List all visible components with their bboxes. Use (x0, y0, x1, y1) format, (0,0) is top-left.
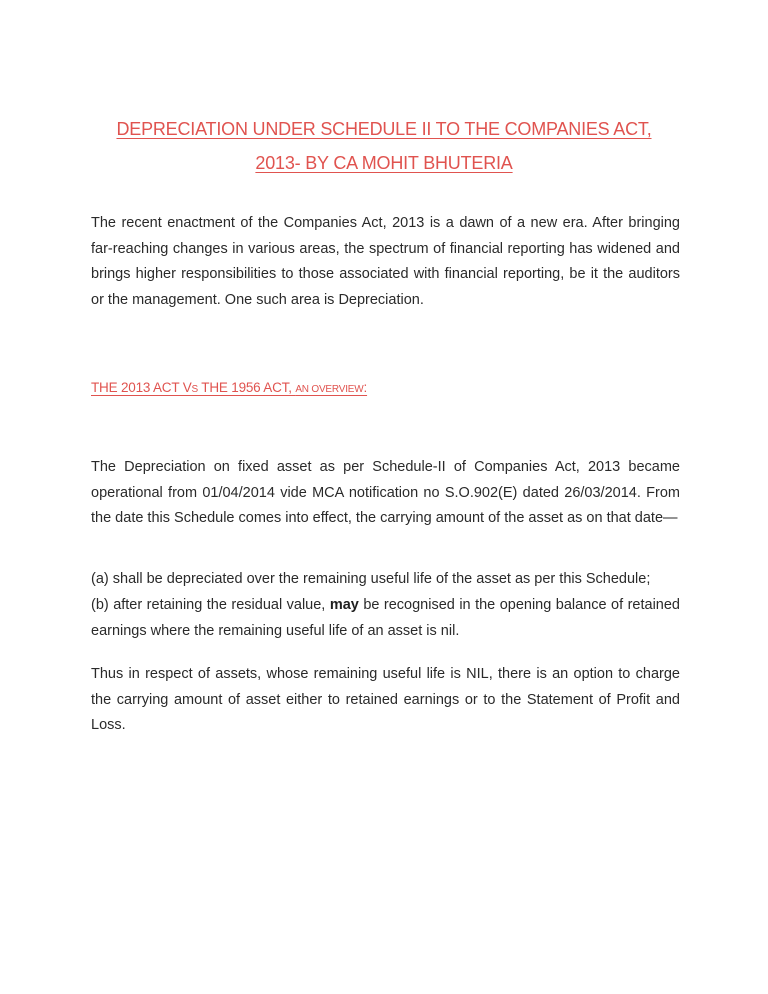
section-heading-part1: THE 2013 ACT V (91, 380, 192, 395)
list-item-a: (a) shall be depreciated over the remaining useful life of the asset as per this Schedule; (91, 571, 651, 587)
list-item-b-text-before: (b) after retaining the residual value, (91, 597, 330, 613)
list-item-b-bold: may (329, 597, 359, 613)
list-item-b (91, 593, 680, 644)
document-title (80, 112, 688, 180)
section-heading-part3-small: AN OVERVIEW (295, 384, 364, 395)
section-heading-part2: THE 1956 ACT, (198, 380, 296, 395)
section-heading (91, 378, 367, 400)
section-heading-part4: : (363, 380, 368, 395)
conclusion-paragraph: Thus in respect of assets, whose remaining useful life is NIL, there is an option to charge the carrying amount of asset either to retained earnings or to the Statement of Profit and Loss. (91, 666, 680, 733)
section-heading-part1-small: S (191, 384, 198, 395)
title-line-2: 2013- BY CA MOHIT BHUTERIA (255, 153, 513, 173)
title-line-1: DEPRECIATION UNDER SCHEDULE II TO THE COMPANIES ACT, (116, 119, 652, 139)
body-paragraph: The Depreciation on fixed asset as per Schedule-II of Companies Act, 2013 became operational from 01/04/2014 vide MCA notification no S.O.902(E) dated 26/03/2014. From the date this Schedule comes into effect, the carrying amount of the asset as on that date— (91, 459, 680, 526)
list-item-b-text-after: be recognised in the opening balance of retained earnings where the remaining useful life of an asset is nil. (91, 597, 680, 639)
intro-paragraph: The recent enactment of the Companies Act, 2013 is a dawn of a new era. After bringing far-reaching changes in various areas, the spectrum of financial reporting has widened and brings higher responsibilities to those associated with financial reporting, be it the auditors or the management. One such area is Depreciation. (91, 215, 680, 308)
